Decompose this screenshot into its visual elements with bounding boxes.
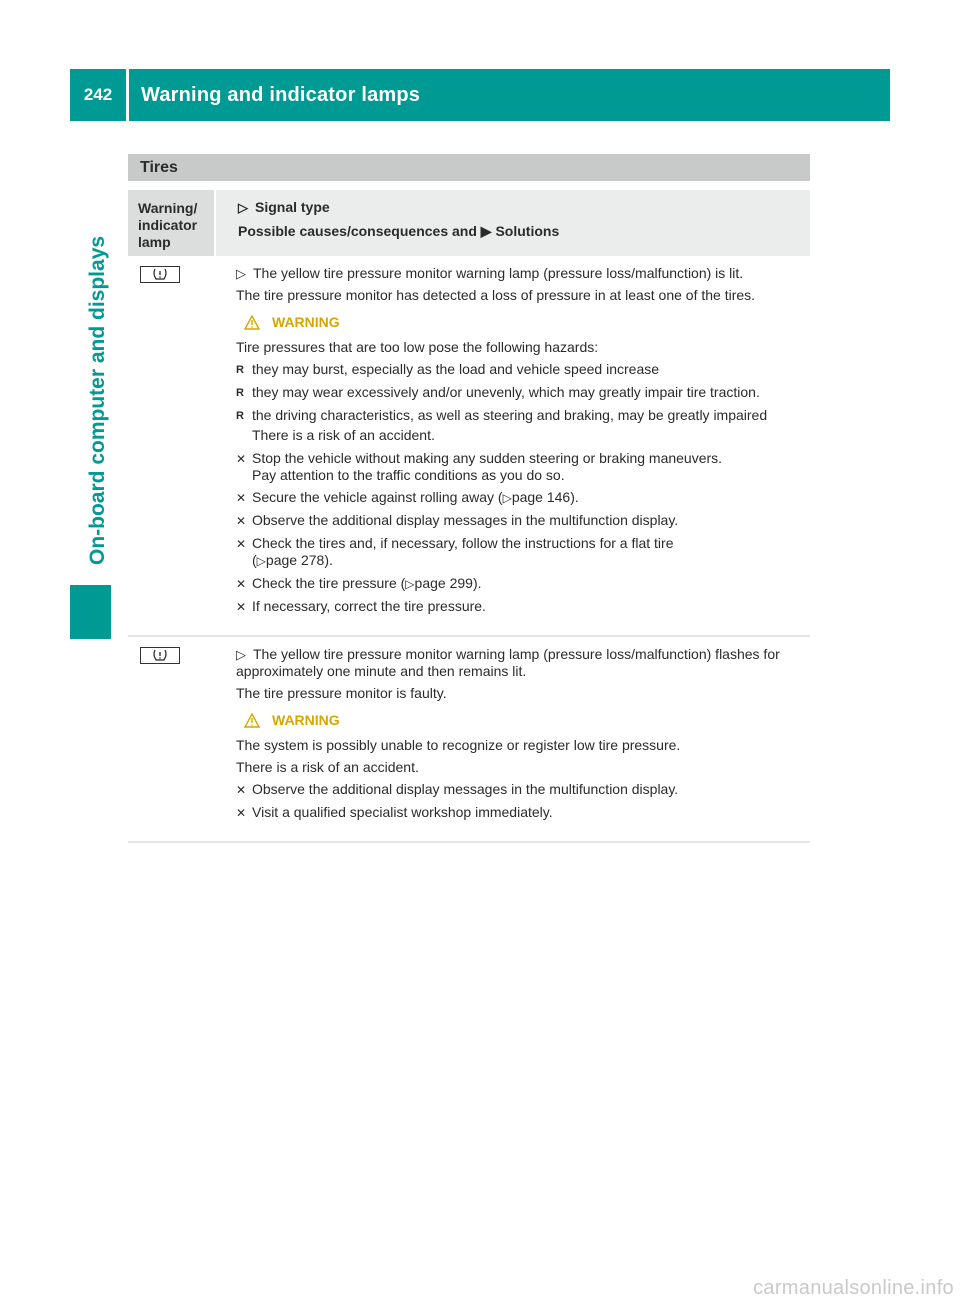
lamp-column-header: Warning/ indicator lamp [128,190,214,256]
action-arrow-icon: ✕ [236,600,247,614]
table-header [128,190,810,256]
page-ref-arrow-icon: ▷ [502,491,512,505]
section-title: Tires [140,158,178,176]
action-step: ✕ Secure the vehicle against rolling away (▷page 146). [236,489,579,505]
action-step: ✕ Check the tire pressure (▷page 299). [236,575,482,591]
warning-triangle-icon [244,315,260,330]
list-item: R the driving characteristics, as well as steering and braking, may be greatly impaired [236,407,768,423]
chapter-title: Warning and indicator lamps [141,83,421,106]
bullet-icon: R [236,364,244,376]
action-arrow-icon: ✕ [236,452,247,466]
action-arrow-icon: ✕ [236,537,247,551]
solutions-arrow-icon: ▶ [480,223,492,239]
action-step: ✕ Observe the additional display messages in the multifunction display. [236,512,679,528]
page-link[interactable]: page 299 [414,575,473,591]
action-step: ✕ Check the tires and, if necessary, follow the instructions for a flat tire (▷page 278). [236,535,674,568]
page-ref-arrow-icon: ▷ [405,577,415,591]
warning-heading: WARNING [244,314,802,331]
section-title-bar [128,154,810,181]
table-row: ▷ The yellow tire pressure monitor warning lamp (pressure loss/malfunction) flashes for approximately one minute and then remains lit. The tire pressure monitor is faulty. WARNING The system is possibly unable to recognize or register low tire pressure. There is a risk of an accident. ✕ Observe the additional display messages in the multifunction display. ✕ Visit a qualified specialist workshop immediately. [128,637,810,843]
page-number: 242 [83,85,113,104]
watermark: carmanualsonline.info [753,1277,954,1299]
bullet-icon: R [236,410,244,422]
signal-icon: ▷ [236,647,246,662]
page-header [70,69,890,121]
bullet-icon: R [236,387,244,399]
action-arrow-icon: ✕ [236,783,247,797]
warning-lamp-table [128,190,810,843]
list-item: R they may wear excessively and/or unevenly, which may greatly impair tire traction. [236,384,760,400]
tire-pressure-warning-lamp-icon [140,266,180,283]
action-step: ✕ Stop the vehicle without making any sudden steering or braking maneuvers. Pay attention to the traffic conditions as you do so. [236,450,723,483]
action-step: ✕ Observe the additional display messages in the multifunction display. [236,781,679,797]
page-link[interactable]: page 146 [511,489,571,505]
action-arrow-icon: ✕ [236,806,247,820]
signal-type-icon: ▷ [238,200,248,215]
action-arrow-icon: ✕ [236,577,247,591]
side-tab-label: On-board computer and displays [86,235,109,565]
tire-pressure-warning-lamp-icon [140,647,180,664]
warning-heading: WARNING [244,712,802,729]
table-row: ▷ The yellow tire pressure monitor warning lamp (pressure loss/malfunction) is lit. The tire pressure monitor has detected a loss of pressure in at least one of the tires. WARNING Tire pressures that are too low pose the following hazards: R they may burst, especially as the load and vehicle speed increase R they may wear excessively and/or unevenly, which may greatly impair tire traction. R the driving characteristics, as well as steering and braking, may be greatly impaired There is a risk of an accident. ✕ Stop the vehicle without making any sudden steering or braking maneuvers. Pay attention to the traffic conditions as you do so. ✕ Secure the vehicle against rolling away (▷page 146). ✕ Observe the additional display messages in the multifunction display. ✕ Check the tires and, if necessary, follow the instructions for a flat tire (▷page 278). ✕ Check the tire pressure (▷page 299). ✕ If necessary, correct the tire pressure. [128,256,810,637]
signal-icon: ▷ [236,266,246,281]
list-item: R they may burst, especially as the load and vehicle speed increase [236,361,660,377]
warning-triangle-icon [244,713,260,728]
action-step: ✕ If necessary, correct the tire pressure. [236,598,486,614]
action-step: ✕ Visit a qualified specialist workshop immediately. [236,804,553,820]
page-ref-arrow-icon: ▷ [256,554,266,568]
signal-column-header: ▷ Signal type Possible causes/consequences and ▶ Solutions [216,190,810,256]
action-arrow-icon: ✕ [236,514,247,528]
action-arrow-icon: ✕ [236,491,247,505]
side-tab-marker [70,585,111,639]
page-link[interactable]: page 278 [265,552,325,568]
